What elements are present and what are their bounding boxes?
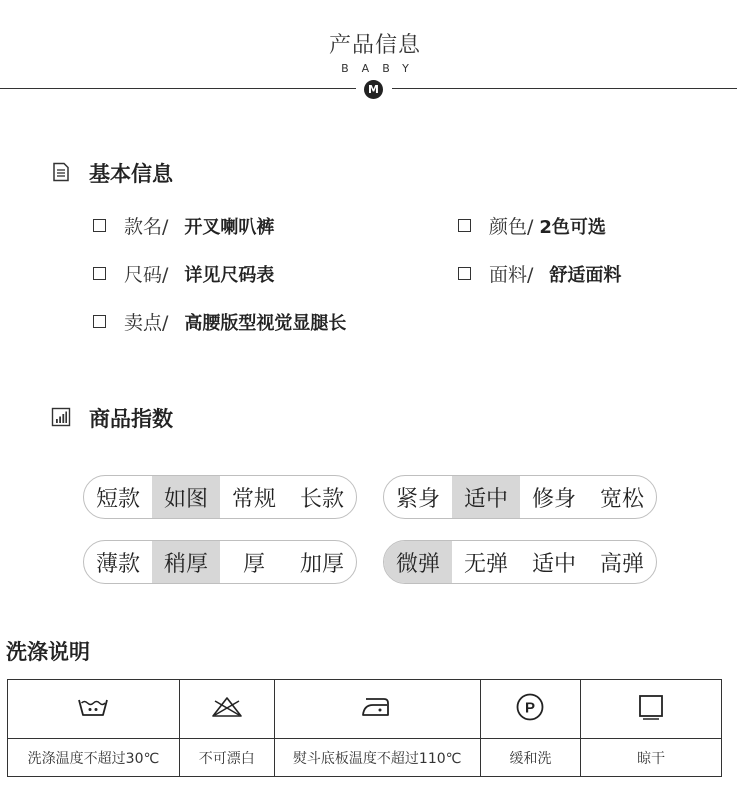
- info-label: 尺码/: [124, 264, 169, 286]
- info-value: 高腰版型视觉显腿长: [184, 312, 347, 334]
- info-label: 卖点/: [124, 312, 169, 334]
- index-option-selected: 稍厚: [152, 541, 220, 583]
- wash-icon-cell: [480, 680, 581, 739]
- checkbox-icon: [93, 315, 106, 328]
- washing-table: [7, 679, 722, 777]
- dry-clean-p-icon: [515, 692, 545, 722]
- info-label: 面料/: [489, 264, 534, 286]
- no-bleach-icon: [210, 695, 244, 719]
- wash-icon-cell: [274, 680, 480, 739]
- index-option: 高弹: [599, 551, 644, 577]
- index-option: 紧身: [395, 486, 440, 512]
- line-dry-icon: [637, 693, 665, 721]
- wash-icon-cell: [179, 680, 274, 739]
- index-option: 修身: [531, 486, 576, 512]
- info-value: 开叉喇叭裤: [184, 216, 275, 238]
- index-option: 厚: [242, 551, 265, 577]
- index-option: 宽松: [599, 486, 644, 512]
- wash-text-cell: 洗涤温度不超过30℃: [8, 739, 180, 777]
- checkbox-icon: [93, 219, 106, 232]
- info-item-size: [93, 260, 274, 287]
- checkbox-icon: [458, 219, 471, 232]
- index-option: 加厚: [299, 551, 344, 577]
- info-value: 详见尺码表: [184, 264, 275, 286]
- iron-icon: [360, 694, 394, 720]
- index-option: 短款: [95, 486, 140, 512]
- index-option: 长款: [299, 486, 344, 512]
- index-option-selected: 微弹: [384, 541, 452, 583]
- wash-icon-cell: [8, 680, 180, 739]
- index-option: 常规: [231, 486, 276, 512]
- wash-icon-cell: [581, 680, 722, 739]
- header-divider-left: [0, 88, 356, 89]
- basic-info-title: 基本信息: [89, 162, 173, 186]
- checkbox-icon: [93, 267, 106, 280]
- wash-basin-icon: [77, 694, 109, 720]
- washing-title: 洗涤说明: [6, 640, 90, 664]
- wash-text-cell: 晾干: [581, 739, 722, 777]
- bar-chart-icon: [51, 407, 71, 427]
- elasticity-index: [383, 540, 657, 584]
- header-divider-right: [392, 88, 737, 89]
- index-option: 薄款: [95, 551, 140, 577]
- wash-text-cell: 缓和洗: [480, 739, 581, 777]
- info-value: 2色可选: [539, 216, 606, 238]
- page-title: 产品信息: [328, 33, 421, 58]
- dry-clean-symbol: P: [525, 699, 536, 717]
- checkbox-icon: [458, 267, 471, 280]
- wash-text-cell: 熨斗底板温度不超过110℃: [274, 739, 480, 777]
- index-option-selected: 适中: [452, 476, 520, 518]
- info-value: 舒适面料: [549, 264, 622, 286]
- info-item-color: [458, 212, 606, 239]
- document-icon: [51, 162, 71, 182]
- info-item-selling-point: [93, 308, 346, 335]
- fit-index: [383, 475, 657, 519]
- info-label: 颜色/: [489, 216, 534, 238]
- length-index: [83, 475, 357, 519]
- index-option-selected: 如图: [152, 476, 220, 518]
- page-subtitle: BABY: [341, 62, 422, 75]
- index-option: 无弹: [463, 551, 508, 577]
- info-label: 款名/: [124, 216, 169, 238]
- wash-text-cell: 不可漂白: [179, 739, 274, 777]
- index-option: 适中: [531, 551, 576, 577]
- info-item-style-name: [93, 212, 274, 239]
- info-item-fabric: [458, 260, 621, 287]
- size-badge: M: [364, 80, 383, 99]
- thickness-index: [83, 540, 357, 584]
- index-title: 商品指数: [89, 407, 173, 431]
